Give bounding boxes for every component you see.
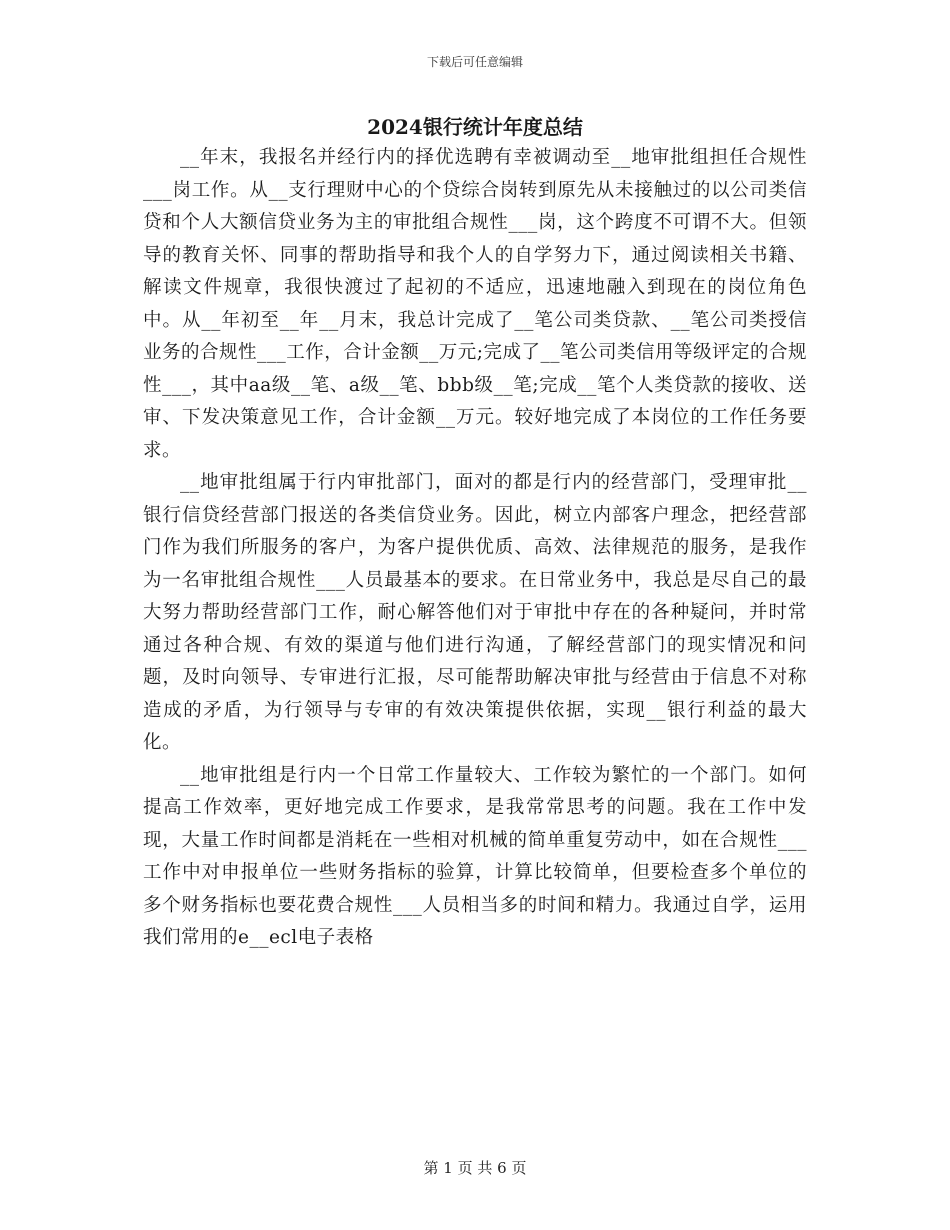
- header-note: 下载后可任意编辑: [426, 55, 523, 69]
- document-title: 2024银行统计年度总结: [367, 115, 583, 139]
- paragraph-1: __年末，我报名并经行内的择优选聘有幸被调动至__地审批组担任合规性___岗工作。从__支行理财中心的个贷综合岗转到原先从未接触过的以公司类信贷和个人大额信贷业务为主的审批组合规性___岗，这个跨度不可谓不大。但领导的教育关怀、同事的帮助指导和我个人的自学努力下，通过阅读相关书籍、解读文件规章，我很快渡过了起初的不适应，迅速地融入到现在的岗位角色中。从__年初至__年__月末，我总计完成了__笔公司类贷款、__笔公司类授信业务的合规性___工作，合计金额__万元;完成了__笔公司类信用等级评定的合规性___，其中aa级__笔、a级__笔、bbb级__笔;完成__笔个人类贷款的接收、送审、下发决策意见工作，合计金额__万元。较好地完成了本岗位的工作任务要求。: [143, 147, 807, 461]
- paragraph-3: __地审批组是行内一个日常工作量较大、工作较为繁忙的一个部门。如何提高工作效率，更好地完成工作要求，是我常常思考的问题。我在工作中发现，大量工作时间都是消耗在一些相对机械的简单重复劳动中，如在合规性___工作中对申报单位一些财务指标的验算，计算比较简单，但要检查多个单位的多个财务指标也要花费合规性___人员相当多的时间和精力。我通过自学，运用我们常用的e__ecl电子表格: [143, 764, 807, 948]
- paragraph-2: __地审批组属于行内审批部门，面对的都是行内的经营部门，受理审批__银行信贷经营部门报送的各类信贷业务。因此，树立内部客户理念，把经营部门作为我们所服务的客户，为客户提供优质、高效、法律规范的服务，是我作为一名审批组合规性___人员最基本的要求。在日常业务中，我总是尽自己的最大努力帮助经营部门工作，耐心解答他们对于审批中存在的各种疑问，并时常通过各种合规、有效的渠道与他们进行沟通，了解经营部门的现实情况和问题，及时向领导、专审进行汇报，尽可能帮助解决审批与经营由于信息不对称造成的矛盾，为行领导与专审的有效决策提供依据，实现__银行利益的最大化。: [143, 472, 807, 753]
- page-number: 第 1 页 共 6 页: [423, 1159, 527, 1177]
- document-body: [143, 142, 807, 955]
